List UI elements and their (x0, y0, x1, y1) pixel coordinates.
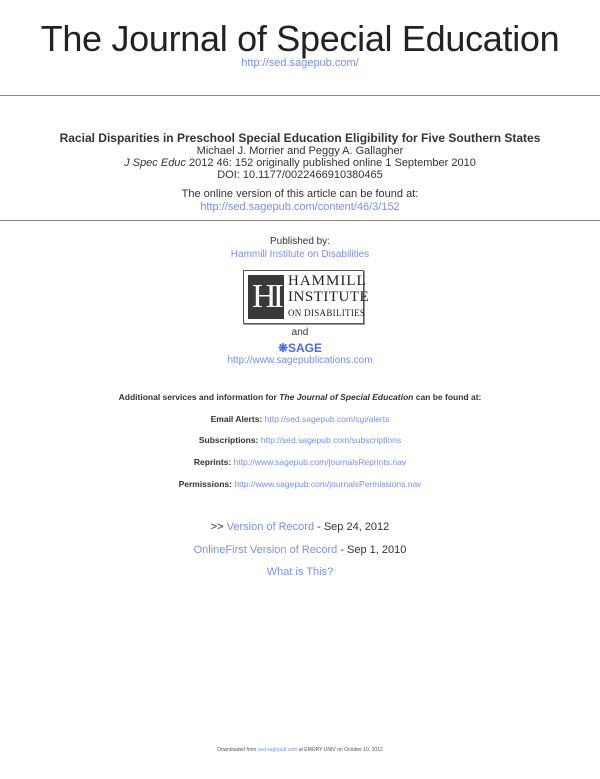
doi: DOI: 10.1177/0022466910380465 (217, 169, 383, 181)
divider (0, 95, 600, 96)
hammill-logo-line2: INSTITUTE (288, 289, 370, 305)
onlinefirst-link[interactable]: OnlineFirst Version of Record (193, 544, 338, 556)
email-alerts-link[interactable]: http://sed.sagepub.com/cgi/alerts (264, 414, 390, 424)
article-title: Racial Disparities in Preschool Special Education Eligibility for Five Southern States (59, 131, 541, 145)
permissions-link[interactable]: http://www.sagepub.com/journalsPermissions.nav (234, 479, 422, 489)
version-of-record-link[interactable]: Version of Record (226, 521, 315, 533)
footer-link[interactable]: sed.sagepub.com (257, 747, 298, 753)
journal-title: The Journal of Special Education (40, 18, 560, 59)
citation-journal: J Spec Educ (124, 157, 186, 169)
citation-details: 2012 46: 152 originally published online 1 September 2010 (185, 157, 476, 169)
journal-url-link[interactable]: http://sed.sagepub.com/ (241, 57, 359, 69)
subscriptions-link[interactable]: http://sed.sagepub.com/subscriptions (260, 435, 402, 445)
service-email-alerts: Email Alerts: http://sed.sagepub.com/cgi/alerts (210, 414, 390, 424)
hammill-logo-mark: HI (248, 275, 284, 319)
reprints-link[interactable]: http://www.sagepub.com/journalsReprints.nav (233, 457, 407, 467)
hammill-logo-line1: HAMMILL (288, 273, 367, 289)
published-by-label: Published by: (269, 236, 331, 247)
online-version-label: The online version of this article can be found at: (181, 188, 419, 200)
service-reprints: Reprints: http://www.sagepub.com/journalsReprints.nav (193, 457, 407, 467)
download-footer: Downloaded from sed.sagepub.com at EMORY UNIV on October 10, 2012 (217, 747, 383, 753)
authors: Michael J. Morrier and Peggy A. Gallagher (196, 145, 404, 157)
sage-logo-icon: ❋ (277, 341, 289, 355)
services-intro: Additional services and information for The Journal of Special Education can be found at: (118, 392, 482, 402)
divider (0, 220, 600, 221)
and-label: and (291, 327, 309, 338)
what-is-this-link[interactable]: What is This? (266, 566, 334, 578)
sage-logo-text: SAGE (288, 341, 323, 355)
hammill-logo-line3: ON DISABILITIES (288, 308, 366, 318)
sage-url-link[interactable]: http://www.sagepublications.com (227, 355, 373, 366)
hammill-logo (243, 270, 370, 324)
hammill-link[interactable]: Hammill Institute on Disabilities (230, 249, 370, 260)
service-permissions: Permissions: http://www.sagepub.com/journalsPermissions.nav (178, 479, 422, 489)
citation (0, 157, 600, 169)
version-of-record-line: >> Version of Record - Sep 24, 2012 (210, 521, 390, 533)
service-subscriptions: Subscriptions: http://sed.sagepub.com/subscriptions (198, 435, 402, 445)
onlinefirst-line: OnlineFirst Version of Record - Sep 1, 2010 (193, 544, 407, 556)
online-version-link[interactable]: http://sed.sagepub.com/content/46/3/152 (200, 201, 400, 213)
